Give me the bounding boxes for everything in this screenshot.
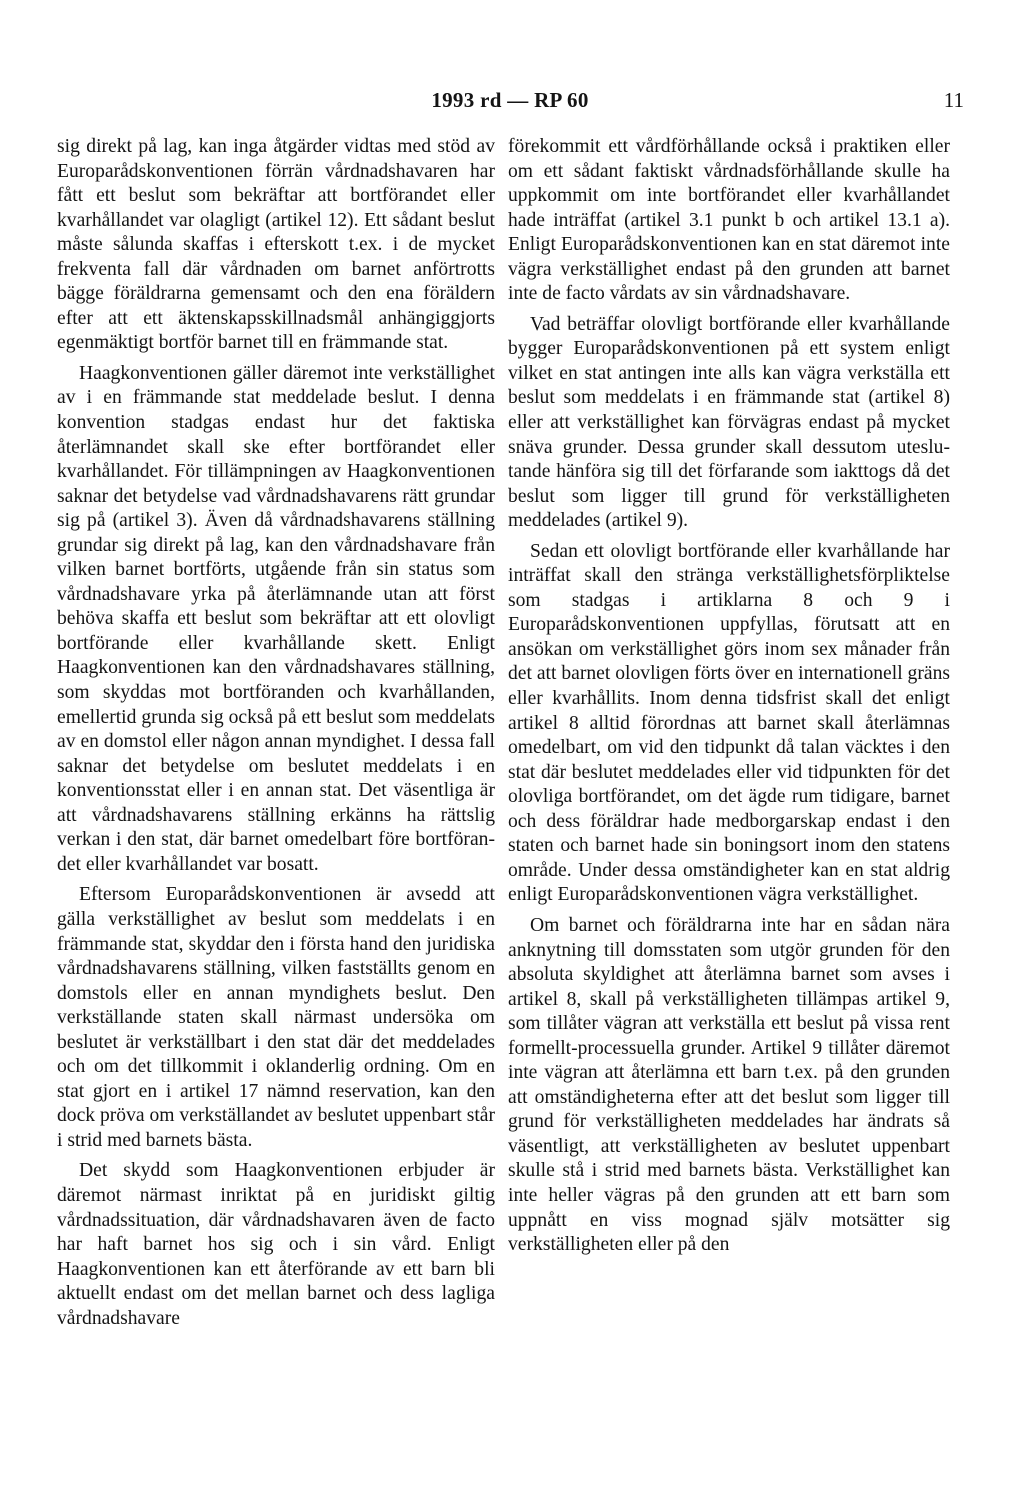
running-title: 1993 rd — RP 60: [431, 88, 589, 112]
page-number: 11: [943, 88, 964, 112]
right-column: [508, 135, 950, 1264]
right-paragraph-2: Vad beträffar olovligt bortförande eller kvarhållande bygger Europarådskonventionen på ett system enligt vilket en stat antingen inte alls kan vägra verkställa ett beslut som meddelats i en främmande stat (artikel 8) eller att verkställighet kan förvägras endast på mycket snäva grunder. Dessa grunder skall dessutom uteslutande hänföra sig till det förfarande som iakttogs då det beslut som ligger till grund för verkställigheten meddelades (artikel 9).: [508, 313, 950, 532]
left-paragraph-4: Det skydd som Haagkonventionen erbjuder är däremot närmast inriktat på en juridiskt giltig vårdnadssituation, där vårdnadshavaren även de facto har haft barnet hos sig och i sin vård. Enligt Haagkonventionen kan ett återförande av ett barn bli aktuellt endast om det mellan barnet och dess lagliga vårdnadshavare: [57, 1160, 495, 1329]
right-paragraph-3: Sedan ett olovligt bortförande eller kvarhållande har inträffat skall den stränga verkställighetsförpliktelse som stadgas i artiklarna 8 och 9 i Europarådskonventionen uppfyllas, förutsatt att en ansökan om verkställighet görs inom sex månader från det att barnet olovligen förts över en internationell gräns eller kvarhållits. Inom denna tidsfrist skall det enligt artikel 8 alltid förordnas att barnet skall återlämnas omedelbart, om vid den tidpunkt då talan väcktes i den stat där beslutet meddelades eller vid tidpunkten för det olovliga bortförandet, om det ägde rum tidigare, barnet och dess föräldrar hade medborgarskap endast i den staten och barnet hade sin boningsort inom den statens område. Under dessa omständigheter kan en stat aldrig enligt Europarådskonventionen vägra verkställighet.: [508, 540, 950, 906]
left-paragraph-3: Eftersom Europarådskonventionen är avsedd att gälla verkställighet av beslut som meddelats i en främmande stat, skyddar den i första hand den juridiska vårdnadshavarens ställning, vilken fastställts genom en domstols eller en annan myndighets beslut. Den verkställande staten skall närmast undersöka om beslutet är verkställbart i den stat där det meddelades och om det tillkommit i oklanderlig ordning. Om en stat gjort en i artikel 17 nämnd reservation, kan den dock pröva om verkställandet av beslutet uppenbart står i strid med barnets bästa.: [57, 884, 495, 1151]
left-column: [57, 135, 495, 1337]
left-paragraph-1: sig direkt på lag, kan inga åtgärder vidtas med stöd av Europarådskonventionen förrän vårdnadshavaren har fått ett beslut som bekräftar att bortförandet eller kvarhållandet var olagligt (artikel 12). Ett sådant beslut måste sålunda skaffas i efterskott t.ex. i de mycket frekventa fall där vårdnaden om barnet anförtrotts bägge föräldrarna gemensamt och den ena föräldern efter att ett äktenskapsskillnadsmål anhängiggjorts egenmäktigt bortför barnet till en främmande stat.: [57, 136, 495, 354]
left-paragraph-2: Haagkonventionen gäller däremot inte verkställighet av i en främmande stat meddelade beslut. I denna konvention stadgas endast hur det faktiska återlämnandet skall ske efter bortförandet eller kvarhållandet. För tillämpningen av Haagkonventionen saknar det betydelse vad vårdnadshavarens rätt grundar sig på (artikel 3). Även då vårdnadshavarens ställning grundar sig direkt på lag, kan den vårdnadshavare från vilken barnet bortförts, utgående från sin status som vårdnadshavare yrka på återlämnande utan att först behöva skaffa ett beslut som bekräftar att ett olovligt bortförande eller kvarhållande skett. Enligt Haagkonventionen kan den vårdnadshavares ställning, som skyddas mot bortföranden och kvarhållanden, emellertid grunda sig också på ett beslut som meddelats av en domstol eller någon annan myndighet. I dessa fall saknar det betydelse om beslutet meddelats i en konventionsstat eller i en annan stat. Det väsentliga är att vårdnadshavarens ställning erkänns ha rättslig verkan i den stat, där barnet omedelbart före bortförandet eller kvarhållandet var bosatt.: [57, 362, 495, 875]
right-paragraph-4: Om barnet och föräldrarna inte har en sådan nära anknytning till domsstaten som utgör grunden för den absoluta skyldighet att återlämna barnet som avses i artikel 8, skall på verkställigheten tillämpas artikel 9, som tillåter vägran att verkställa ett beslut på vissa rent formellt-processuella grunder. Artikel 9 tillåter däremot inte vägran att återlämna ett barn t.ex. på den grunden att omständigheterna efter att det beslut som ligger till grund för verkställigheten meddelades har ändrats så väsentligt, att verkställigheten av beslutet uppenbart skulle stå i strid med barnets bästa. Verkställighet kan inte heller vägras på den grunden att ett barn som uppnått en viss mognad själv motsätter sig verkställigheten eller på den: [508, 914, 950, 1256]
right-paragraph-1: förekommit ett vårdförhållande också i praktiken eller om ett sådant faktiskt vårdnadsförhållande skulle ha uppkommit om inte bortförandet eller kvarhållandet hade inträffat (artikel 3.1 punkt b och artikel 13.1 a). Enligt Europarådskonventionen kan en stat däremot inte vägra verkställighet endast på den grunden att barnet inte de facto vårdats av sin vårdnadshavare.: [508, 136, 950, 305]
page-header: [0, 88, 1024, 118]
